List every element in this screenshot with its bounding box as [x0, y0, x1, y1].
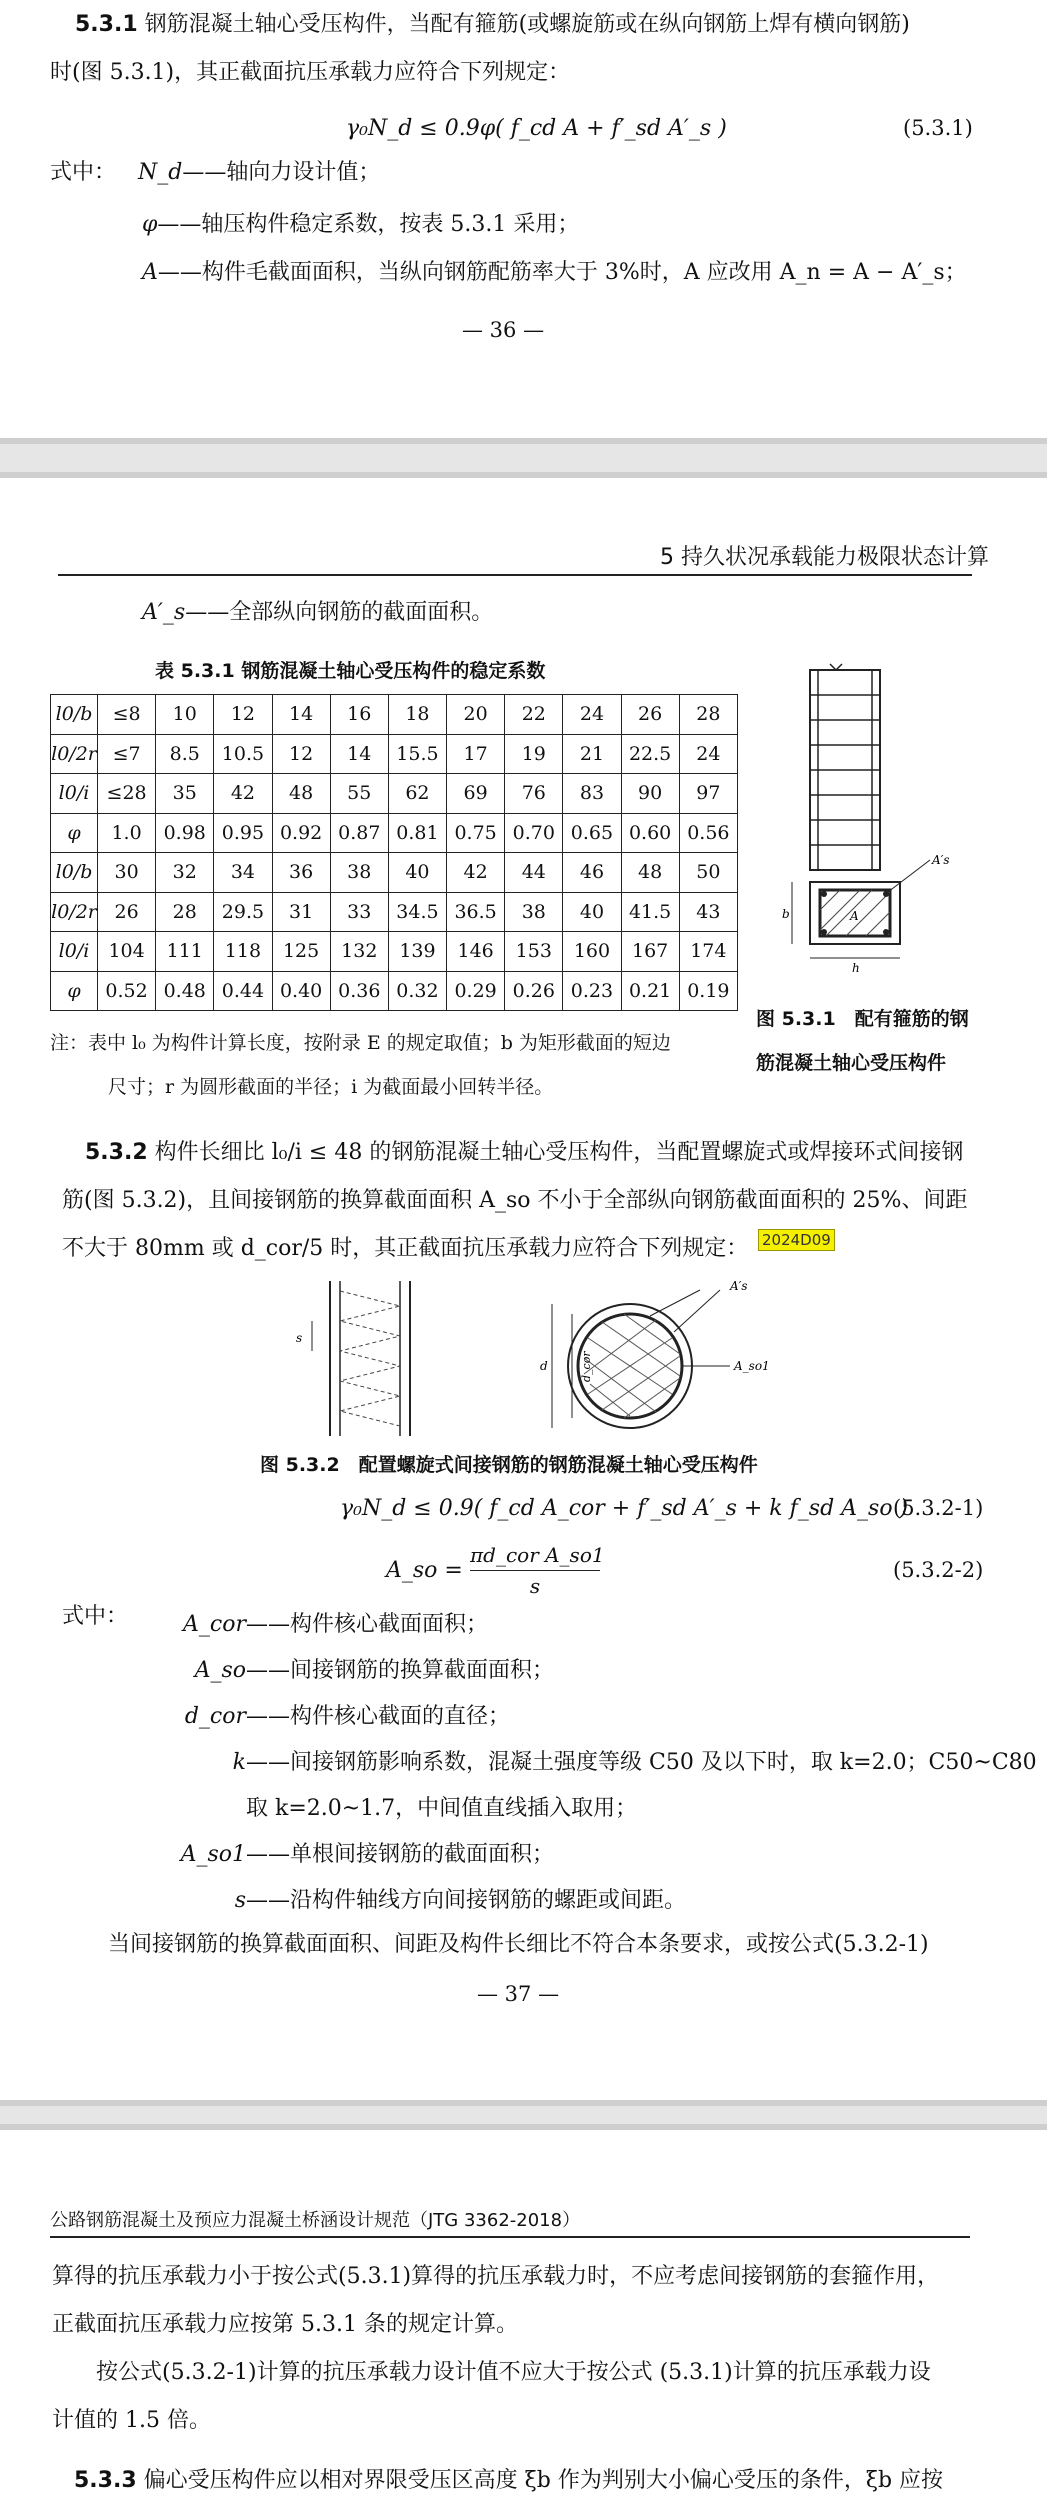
table-cell: ≤8: [98, 695, 156, 735]
table-note-line1: 注：表中 l₀ 为构件计算长度，按附录 E 的规定取值；b 为矩形截面的短边: [50, 1032, 671, 1054]
table-cell: 48: [621, 853, 679, 893]
definition-text: ——构件核心截面的直径；: [246, 1704, 511, 1729]
definition-item: [150, 1840, 554, 1870]
table-cell: 104: [98, 932, 156, 972]
formula-5-3-1: γ₀N_d ≤ 0.9φ( f_cd A + f′_sd A′_s ): [346, 116, 727, 141]
fig-label-as: A′s: [932, 853, 950, 867]
table-cell: 22.5: [621, 734, 679, 774]
table-cell: 0.23: [563, 971, 621, 1011]
page-separator: [0, 438, 1047, 478]
table-cell: 31: [272, 892, 330, 932]
header-rule: [58, 574, 972, 576]
para1-line2: 正截面抗压承载力应按第 5.3.1 条的规定计算。: [52, 2312, 518, 2337]
figure-5-3-1-caption-2: 筋混凝土轴心受压构件: [756, 1052, 947, 1074]
figure-5-3-1-caption-1: 图 5.3.1 配有箍筋的钢: [756, 1008, 969, 1030]
table-cell: 12: [272, 734, 330, 774]
table-cell: 28: [156, 892, 214, 932]
table-cell: 90: [621, 774, 679, 814]
table-cell: 69: [447, 774, 505, 814]
table-cell: 76: [505, 774, 563, 814]
table-cell: 83: [563, 774, 621, 814]
table-cell: 0.87: [330, 813, 388, 853]
fig-label-dcor: d_cor: [580, 1351, 593, 1382]
table-row-header: l0/b: [51, 853, 98, 893]
table-row: [51, 695, 738, 735]
definition-item: [150, 1656, 554, 1686]
table-cell: 17: [447, 734, 505, 774]
figure-5-3-2: [290, 1276, 810, 1446]
definition-text: ——单根间接钢筋的截面面积；: [246, 1842, 555, 1867]
definition-text: ——构件核心截面面积；: [246, 1612, 489, 1637]
fig-label-as2: A′s: [730, 1279, 748, 1293]
table-cell: 174: [679, 932, 737, 972]
stability-table: [50, 694, 738, 1011]
table-cell: 33: [330, 892, 388, 932]
fraction-numerator: πd_cor A_so1: [470, 1540, 600, 1571]
table-cell: 14: [272, 695, 330, 735]
def-a: A——构件毛截面面积，当纵向钢筋配筋率大于 3%时，A 应改用 A_n = A − A′_s；: [142, 260, 967, 285]
table-row: [51, 932, 738, 972]
running-header: 5 持久状况承载能力极限状态计算: [660, 545, 989, 570]
clause-5-3-2-line3: 不大于 80mm 或 d_cor/5 时，其正截面抗压承载力应符合下列规定：: [62, 1236, 749, 1261]
table-cell: 43: [679, 892, 737, 932]
table-row: [51, 813, 738, 853]
table-cell: 0.81: [388, 813, 446, 853]
definition-symbol: A_cor: [183, 1612, 246, 1637]
fig-label-a: A: [850, 909, 859, 923]
fig-label-b: b: [782, 907, 790, 921]
table-cell: 111: [156, 932, 214, 972]
table-cell: 50: [679, 853, 737, 893]
page-number: — 36 —: [462, 318, 545, 342]
table-cell: 0.44: [214, 971, 272, 1011]
closing-line: 当间接钢筋的换算截面面积、间距及构件长细比不符合本条要求，或按公式(5.3.2-1): [108, 1932, 929, 1957]
fig-label-h: h: [852, 961, 860, 975]
where-label-2: 式中：: [62, 1604, 129, 1629]
table-cell: 10.5: [214, 734, 272, 774]
table-cell: 36: [272, 853, 330, 893]
definition-symbol: A_so: [194, 1658, 246, 1683]
table-cell: 28: [679, 695, 737, 735]
clause-5-3-3-line1: 5.3.3 偏心受压构件应以相对界限受压区高度 ξb 作为判别大小偏心受压的条件，ξb 应按: [74, 2468, 944, 2493]
table-cell: 32: [156, 853, 214, 893]
def-as: A′_s——全部纵向钢筋的截面面积。: [142, 600, 494, 625]
definition-text: ——间接钢筋影响系数，混凝土强度等级 C50 及以下时，取 k=2.0；C50~C80: [246, 1750, 1037, 1775]
table-cell: 0.48: [156, 971, 214, 1011]
table-cell: 10: [156, 695, 214, 735]
table-cell: 62: [388, 774, 446, 814]
running-header-left: 公路钢筋混凝土及预应力混凝土桥涵设计规范（JTG 3362-2018）: [50, 2210, 581, 2231]
table-cell: 0.29: [447, 971, 505, 1011]
table-cell: 36.5: [447, 892, 505, 932]
definition-item: [150, 1748, 1037, 1778]
formula-number: (5.3.1): [903, 116, 973, 140]
table-cell: 8.5: [156, 734, 214, 774]
fig-label-d: d: [540, 1359, 548, 1373]
definition-text: ——间接钢筋的换算截面面积；: [246, 1658, 555, 1683]
table-cell: 0.70: [505, 813, 563, 853]
table-cell: 46: [563, 853, 621, 893]
table-cell: 167: [621, 932, 679, 972]
definition-symbol: d_cor: [184, 1704, 246, 1729]
table-row-header: l0/2r: [51, 734, 98, 774]
para2-line2: 计值的 1.5 倍。: [52, 2408, 211, 2433]
table-cell: 97: [679, 774, 737, 814]
table-row-header: φ: [51, 971, 98, 1011]
table-cell: 41.5: [621, 892, 679, 932]
formula-5-3-2-2-fraction: [470, 1540, 605, 1601]
table-cell: 132: [330, 932, 388, 972]
table-cell: 0.32: [388, 971, 446, 1011]
table-cell: 125: [272, 932, 330, 972]
table-cell: 38: [330, 853, 388, 893]
table-cell: 42: [447, 853, 505, 893]
table-cell: 0.26: [505, 971, 563, 1011]
table-cell: ≤28: [98, 774, 156, 814]
table-cell: 38: [505, 892, 563, 932]
table-row: [51, 734, 738, 774]
table-cell: 34.5: [388, 892, 446, 932]
definition-item: [246, 1794, 637, 1824]
table-cell: 0.92: [272, 813, 330, 853]
table-cell: 160: [563, 932, 621, 972]
def-nd: N_d——轴向力设计值；: [138, 160, 381, 185]
para1-line1: 算得的抗压承载力小于按公式(5.3.1)算得的抗压承载力时，不应考虑间接钢筋的套箍作用，: [52, 2264, 940, 2289]
figure-5-3-1: [770, 660, 970, 980]
table-cell: 14: [330, 734, 388, 774]
table-cell: 48: [272, 774, 330, 814]
table-cell: ≤7: [98, 734, 156, 774]
table-cell: 24: [563, 695, 621, 735]
table-cell: 0.60: [621, 813, 679, 853]
table-row-header: l0/i: [51, 774, 98, 814]
table-cell: 29.5: [214, 892, 272, 932]
table-note-line2: 尺寸；r 为圆形截面的半径；i 为截面最小回转半径。: [108, 1076, 554, 1098]
table-cell: 12: [214, 695, 272, 735]
table-cell: 19: [505, 734, 563, 774]
definition-text: 取 k=2.0~1.7，中间值直线插入取用；: [246, 1796, 638, 1821]
definition-text: ——沿构件轴线方向间接钢筋的螺距或间距。: [246, 1888, 687, 1913]
table-cell: 0.56: [679, 813, 737, 853]
table-cell: 1.0: [98, 813, 156, 853]
table-row-header: φ: [51, 813, 98, 853]
page-separator-2: [0, 2100, 1047, 2130]
table-cell: 18: [388, 695, 446, 735]
header-rule-3: [50, 2236, 970, 2238]
table-cell: 0.21: [621, 971, 679, 1011]
table-row-header: l0/2r: [51, 892, 98, 932]
table-cell: 35: [156, 774, 214, 814]
table-cell: 0.52: [98, 971, 156, 1011]
table-cell: 30: [98, 853, 156, 893]
def-phi: φ——轴压构件稳定系数，按表 5.3.1 采用；: [142, 212, 580, 237]
clause-5-3-2-line1: 5.3.2 构件长细比 l₀/i ≤ 48 的钢筋混凝土轴心受压构件，当配置螺旋式或焊接环式间接钢: [85, 1140, 964, 1165]
table-cell: 118: [214, 932, 272, 972]
definition-item: [150, 1610, 488, 1640]
table-title: 表 5.3.1 钢筋混凝土轴心受压构件的稳定系数: [155, 660, 546, 682]
table-cell: 44: [505, 853, 563, 893]
table-row: [51, 853, 738, 893]
definition-symbol: A_so1: [180, 1842, 246, 1867]
formula-5-3-2-2-lhs: A_so =: [386, 1558, 463, 1583]
formula-number-2: (5.3.2-2): [893, 1558, 984, 1582]
table-row: [51, 892, 738, 932]
table-cell: 16: [330, 695, 388, 735]
table-cell: 22: [505, 695, 563, 735]
table-cell: 15.5: [388, 734, 446, 774]
table-cell: 26: [621, 695, 679, 735]
table-cell: 0.75: [447, 813, 505, 853]
table-cell: 146: [447, 932, 505, 972]
definition-item: [150, 1886, 686, 1916]
figure-5-3-2-caption: 图 5.3.2 配置螺旋式间接钢筋的钢筋混凝土轴心受压构件: [260, 1454, 758, 1476]
table-cell: 26: [98, 892, 156, 932]
table-cell: 0.95: [214, 813, 272, 853]
where-label: 式中：: [50, 160, 117, 185]
fraction-denominator: s: [529, 1574, 541, 1598]
para2-line1: 按公式(5.3.2-1)计算的抗压承载力设计值不应大于按公式 (5.3.1)计算的抗压承载力设: [96, 2360, 931, 2385]
table-row-header: l0/b: [51, 695, 98, 735]
table-cell: 42: [214, 774, 272, 814]
fig-label-asol: A_so1: [734, 1359, 770, 1373]
table-row: [51, 774, 738, 814]
table-cell: 0.98: [156, 813, 214, 853]
formula-5-3-2-1: γ₀N_d ≤ 0.9( f_cd A_cor + f′_sd A′_s + k f_sd A_so ): [340, 1496, 909, 1521]
fig-label-s: s: [296, 1331, 303, 1345]
table-cell: 40: [388, 853, 446, 893]
table-cell: 0.19: [679, 971, 737, 1011]
definition-symbol: k: [232, 1750, 246, 1775]
table-cell: 21: [563, 734, 621, 774]
clause-5-3-1-line2: 时(图 5.3.1)，其正截面抗压承载力应符合下列规定：: [50, 60, 571, 85]
definition-symbol: s: [234, 1888, 246, 1913]
table-cell: 55: [330, 774, 388, 814]
table-cell: 153: [505, 932, 563, 972]
table-cell: 0.65: [563, 813, 621, 853]
table-cell: 0.36: [330, 971, 388, 1011]
table-cell: 139: [388, 932, 446, 972]
clause-5-3-1-line1: 5.3.1 钢筋混凝土轴心受压构件，当配有箍筋(或螺旋筋或在纵向钢筋上焊有横向钢筋): [75, 12, 910, 37]
definition-item: [150, 1702, 510, 1732]
table-cell: 20: [447, 695, 505, 735]
table-cell: 0.40: [272, 971, 330, 1011]
formula-number-1: (5.3.2-1): [893, 1496, 984, 1520]
table-row: [51, 971, 738, 1011]
table-row-header: l0/i: [51, 932, 98, 972]
table-cell: 34: [214, 853, 272, 893]
table-cell: 40: [563, 892, 621, 932]
annotation-badge[interactable]: 2024D09: [758, 1229, 835, 1251]
clause-5-3-2-line2: 筋(图 5.3.2)，且间接钢筋的换算截面面积 A_so 不小于全部纵向钢筋截面面积的 25%、间距: [62, 1188, 968, 1213]
page-number-37: — 37 —: [477, 1982, 560, 2006]
table-cell: 24: [679, 734, 737, 774]
